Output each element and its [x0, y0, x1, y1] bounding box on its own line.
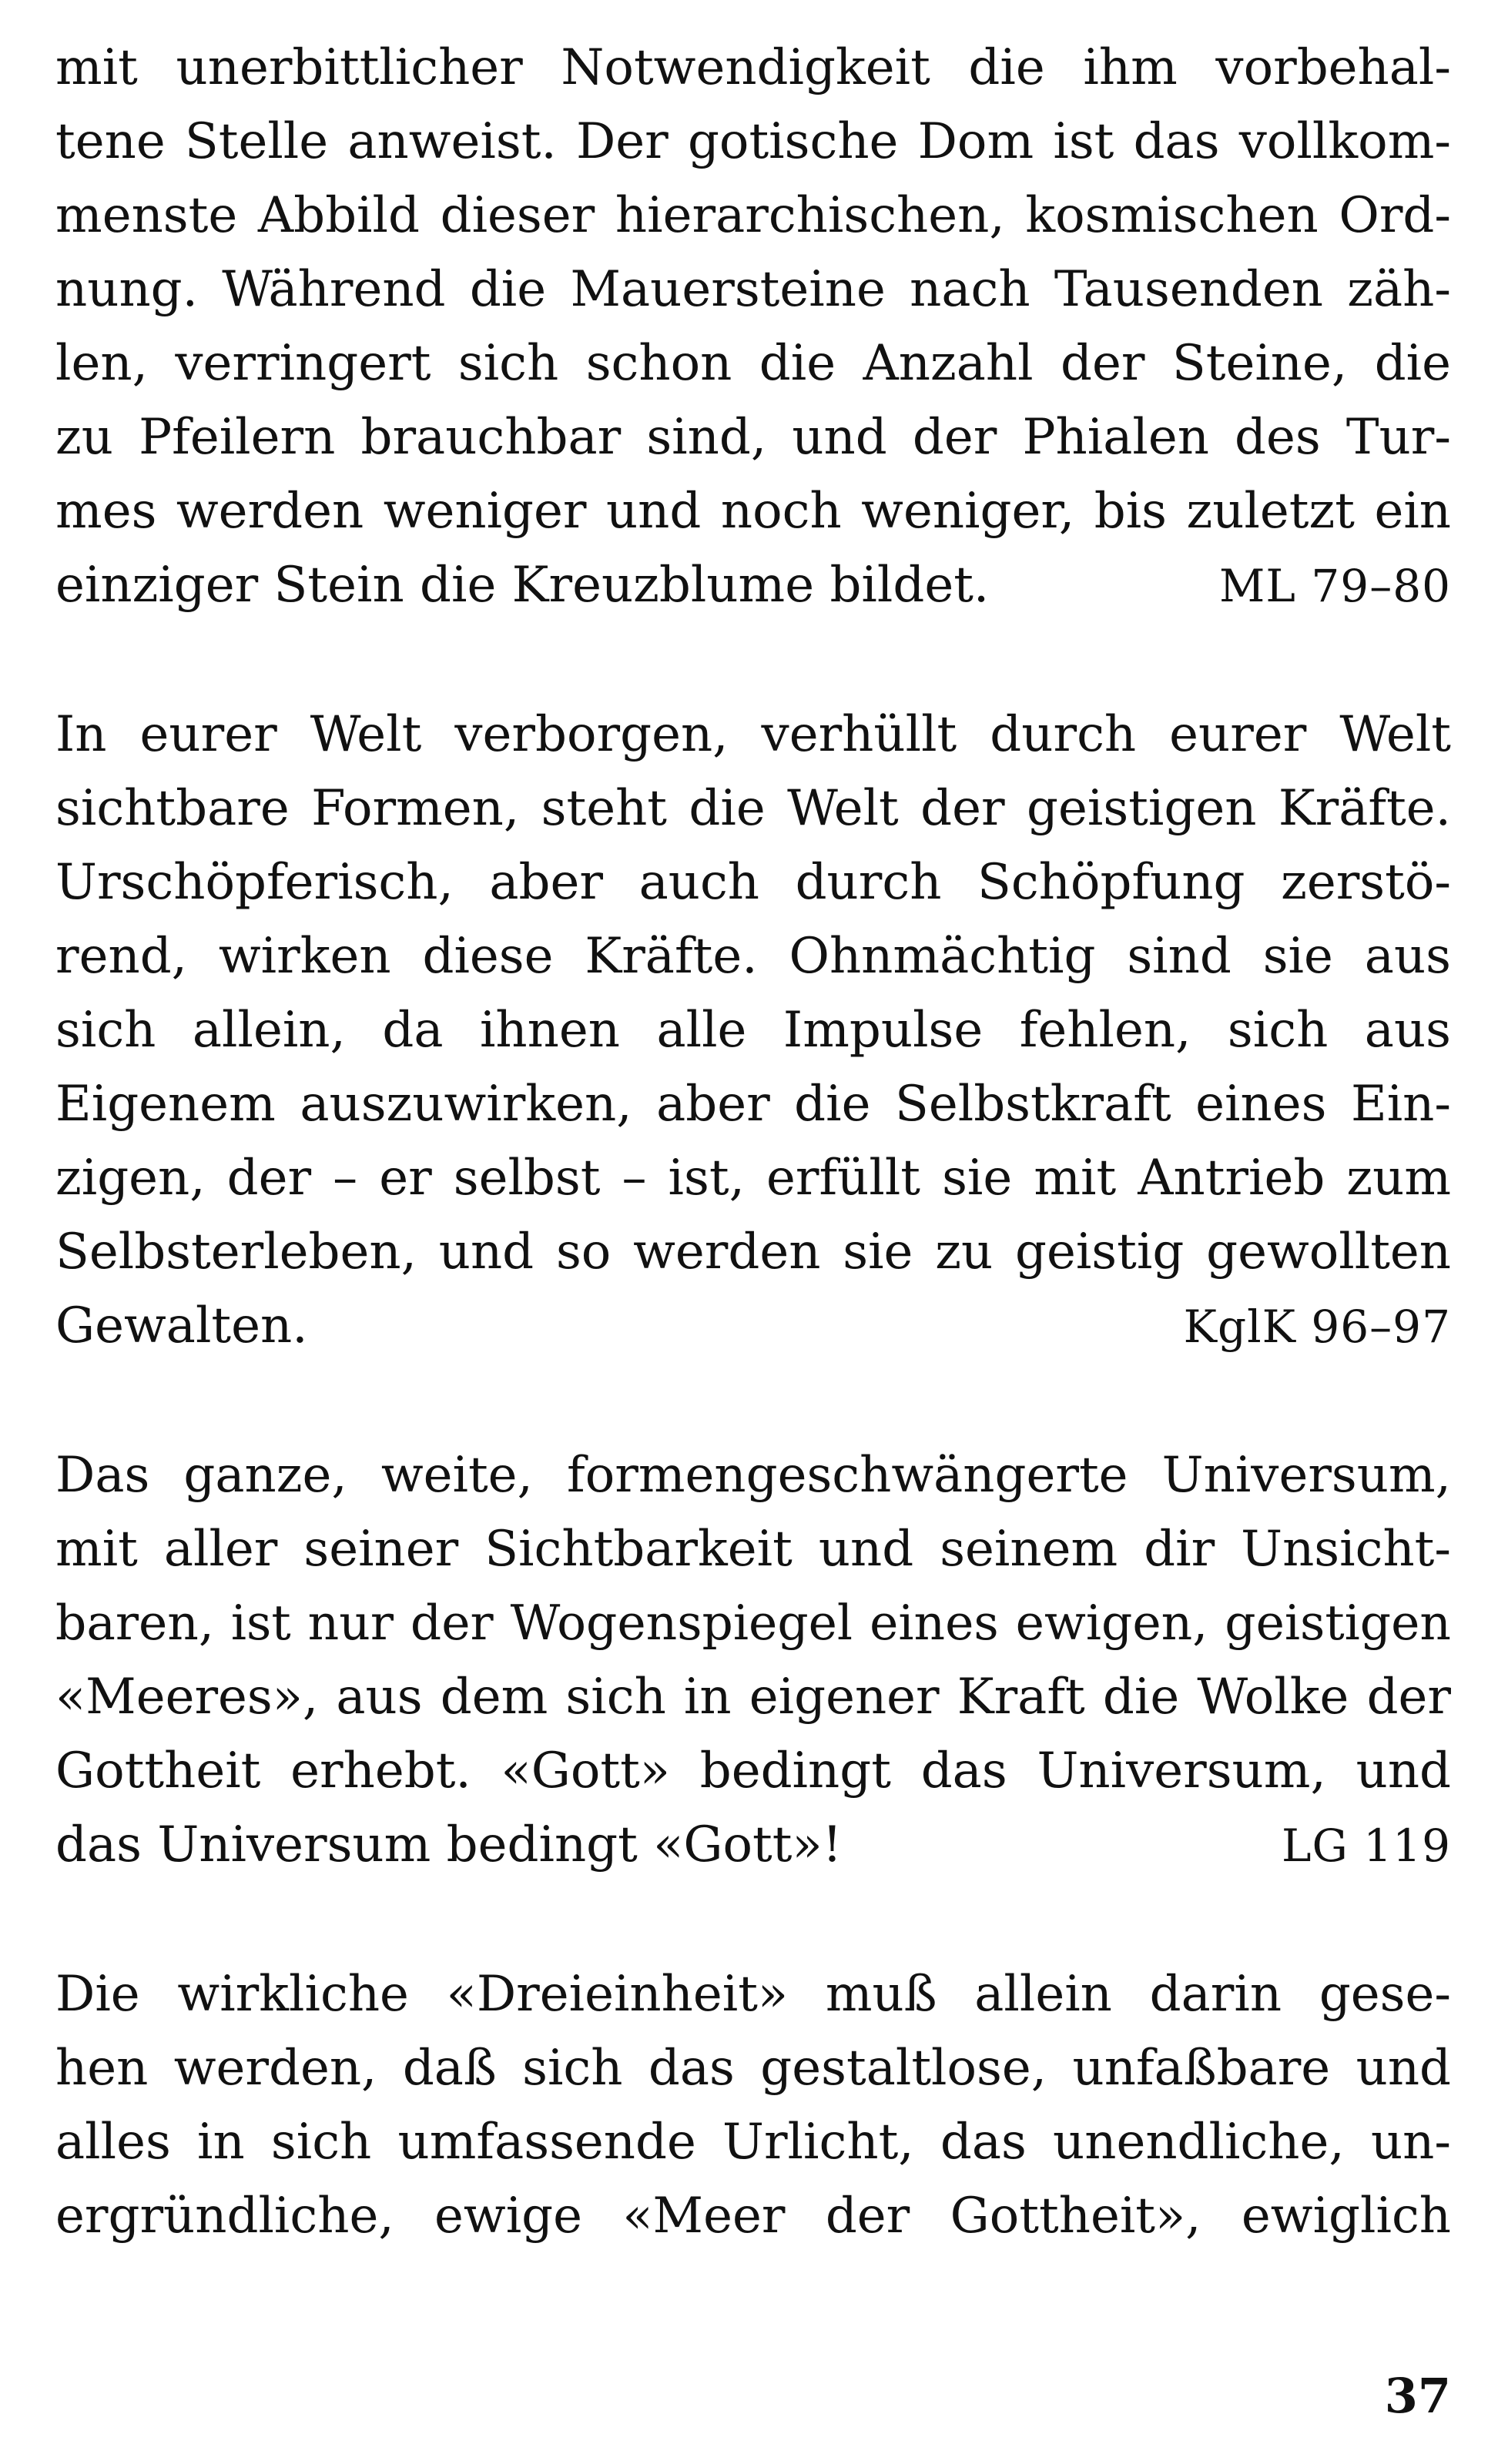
paragraph-gap: [55, 622, 1451, 698]
paragraph-2: [55, 698, 1451, 1363]
page-body: [55, 31, 1451, 2253]
text-line: hen werden, daß sich das gestaltlose, unfaßbare und: [55, 2040, 1451, 2097]
page-number: 37: [1384, 2368, 1451, 2424]
source-reference: KglK 96–97: [1183, 1301, 1451, 1353]
source-reference: LG 119: [1282, 1820, 1451, 1872]
text-line: zu Pfeilern brauchbar sind, und der Phialen des Tur-: [55, 409, 1451, 466]
text-line: tene Stelle anweist. Der gotische Dom ist das vollkom-: [55, 113, 1451, 170]
text-line: sichtbare Formen, steht die Welt der geistigen Kräfte.: [55, 780, 1451, 837]
paragraph-gap: [55, 1363, 1451, 1438]
text-line: zigen, der – er selbst – ist, erfüllt sie mit Antrieb zum: [55, 1150, 1451, 1207]
text-line: Das ganze, weite, formengeschwängerte Universum,: [55, 1447, 1451, 1504]
text-line: Urschöpferisch, aber auch durch Schöpfung zerstö-: [55, 854, 1451, 911]
paragraph-gap: [55, 1882, 1451, 1957]
text-line: alles in sich umfassende Urlicht, das unendliche, un-: [55, 2114, 1451, 2171]
paragraph-1: [55, 31, 1451, 622]
text-line: Gottheit erhebt. «Gott» bedingt das Universum, und: [55, 1743, 1451, 1799]
text-line: das Universum bedingt «Gott»!: [55, 1816, 843, 1873]
text-line: baren, ist nur der Wogenspiegel eines ewigen, geistigen: [55, 1595, 1451, 1651]
paragraph-closing-line: [55, 1808, 1451, 1882]
paragraph-closing-line: [55, 1289, 1451, 1363]
paragraph-3: [55, 1438, 1451, 1882]
text-line: ergründliche, ewige «Meer der Gottheit», ewiglich: [55, 2188, 1451, 2245]
text-line: mit unerbittlicher Notwendigkeit die ihm vorbehal-: [55, 39, 1451, 96]
text-line: In eurer Welt verborgen, verhüllt durch eurer Welt: [55, 706, 1451, 763]
text-line: Gewalten.: [55, 1297, 308, 1354]
paragraph-4: [55, 1957, 1451, 2253]
text-line: nung. Während die Mauersteine nach Tausenden zäh-: [55, 261, 1451, 318]
text-line: rend, wirken diese Kräfte. Ohnmächtig sind sie aus: [55, 928, 1451, 985]
text-line: menste Abbild dieser hierarchischen, kosmischen Ord-: [55, 187, 1451, 244]
text-line: Die wirkliche «Dreieinheit» muß allein darin gese-: [55, 1966, 1451, 2023]
text-line: len, verringert sich schon die Anzahl der Steine, die: [55, 335, 1451, 392]
text-line: mit aller seiner Sichtbarkeit und seinem dir Unsicht-: [55, 1521, 1451, 1578]
source-reference: ML 79–80: [1219, 560, 1451, 612]
text-line: «Meeres», aus dem sich in eigener Kraft die Wolke der: [55, 1669, 1451, 1726]
text-line: mes werden weniger und noch weniger, bis zuletzt ein: [55, 483, 1451, 540]
text-line: Selbsterleben, und so werden sie zu geistig gewollten: [55, 1224, 1451, 1281]
text-line: sich allein, da ihnen alle Impulse fehlen, sich aus: [55, 1002, 1451, 1059]
text-line: Eigenem auszuwirken, aber die Selbstkraft eines Ein-: [55, 1076, 1451, 1133]
paragraph-closing-line: [55, 548, 1451, 622]
text-line: einziger Stein die Kreuzblume bildet.: [55, 557, 990, 614]
